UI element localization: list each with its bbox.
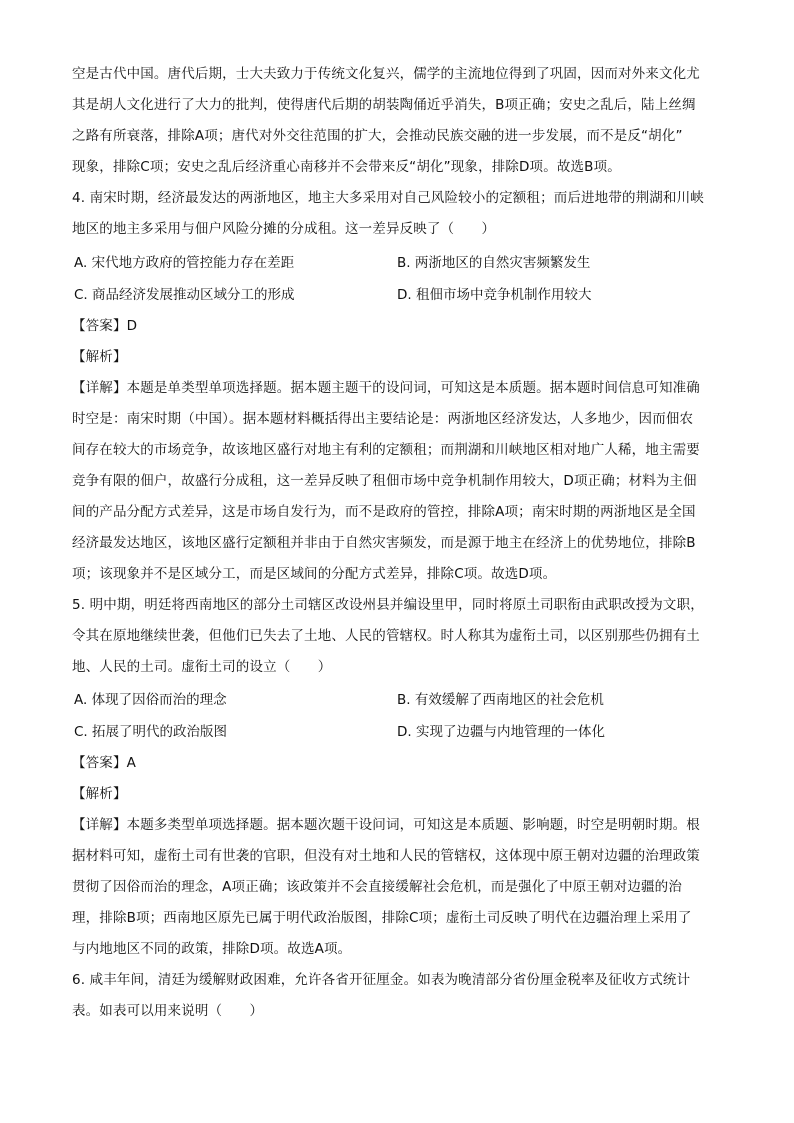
q6-stem-line-1: 6. 咸丰年间，清廷为缓解财政困难，允许各省开征厘金。如表为晚清部分省份厘金税率及征收方式统计: [72, 972, 691, 988]
q4-stem-line-2: 地区的地主多采用与佃户风险分摊的分成租。这一差异反映了（ ）: [72, 221, 496, 237]
q5-answer: 【答案】A: [72, 755, 136, 771]
q4-option-b: B. 两浙地区的自然灾害频繁发生: [397, 255, 591, 271]
q4-option-a: A. 宋代地方政府的管控能力存在差距: [74, 255, 295, 271]
q4-option-c: C. 商品经济发展推动区域分工的形成: [74, 287, 295, 303]
q3-line-1: 空是古代中国。唐代后期，士大夫致力于传统文化复兴，儒学的主流地位得到了巩固，因而对外来文化尤: [72, 66, 700, 82]
q5-detail-line-5: 与内地地区不同的政策，排除D项。故选A项。: [72, 941, 352, 957]
q3-line-4: 现象，排除C项；安史之乱后经济重心南移并不会带来反“胡化”现象，排除D项。故选B项。: [72, 159, 621, 175]
q4-detail-line-5: 间的产品分配方式差异，这是市场自发行为，而不是政府的管控，排除A项；南宋时期的两浙地区是全国: [72, 504, 696, 520]
q4-stem-line-1: 4. 南宋时期，经济最发达的两浙地区，地主大多采用对自己风险较小的定额租；而后进地带的荆湖和川峡: [72, 190, 704, 206]
q5-detail-line-1: 【详解】本题多类型单项选择题。据本题次题干设问词，可知这是本质题、影响题，时空是明朝时期。根: [72, 817, 700, 833]
q6-stem-line-2: 表。如表可以用来说明（ ）: [72, 1003, 264, 1019]
q5-option-b: B. 有效缓解了西南地区的社会危机: [397, 692, 604, 708]
q4-detail-line-1: 【详解】本题是单类型单项选择题。据本题主题干的设问词，可知这是本质题。据本题时间信息可知准确: [72, 380, 700, 396]
q4-detail-line-7: 项；该现象并不是区域分工，而是区域间的分配方式差异，排除C项。故选D项。: [72, 566, 557, 582]
q4-detail-line-6: 经济最发达地区，该地区盛行定额租并非由于自然灾害频发，而是源于地主在经济上的优势地位，排除B: [72, 535, 696, 551]
q4-option-d: D. 租佃市场中竞争机制作用较大: [397, 287, 592, 303]
q5-analysis-label: 【解析】: [72, 786, 127, 802]
q3-line-2: 其是胡人文化进行了大力的批判，使得唐代后期的胡装陶俑近乎消失，B项正确；安史之乱后，陆上丝绸: [72, 97, 696, 113]
q4-detail-line-4: 竞争有限的佃户，故盛行分成租，这一差异反映了租佃市场中竞争机制作用较大，D项正确；材料为主佃: [72, 473, 697, 489]
q5-option-d: D. 实现了边疆与内地管理的一体化: [397, 724, 605, 740]
q5-option-c: C. 拓展了明代的政治版图: [74, 724, 228, 740]
q4-answer: 【答案】D: [72, 318, 138, 334]
q4-analysis-label: 【解析】: [72, 349, 127, 365]
q5-option-a: A. 体现了因俗而治的理念: [74, 692, 227, 708]
q5-detail-line-4: 理，排除B项；西南地区原先已属于明代政治版图，排除C项；虚衔土司反映了明代在边疆治理上采用了: [72, 910, 692, 926]
q5-detail-line-3: 贯彻了因俗而治的理念，A项正确；该政策并不会直接缓解社会危机，而是强化了中原王朝对边疆的治: [72, 879, 682, 895]
q5-stem-line-1: 5. 明中期，明廷将西南地区的部分土司辖区改设州县并编设里甲，同时将原土司职衔由武职改授为文职，: [72, 597, 704, 613]
q5-stem-line-3: 地、人民的土司。虚衔土司的设立（ ）: [72, 659, 332, 675]
q3-line-3: 之路有所衰落，排除A项；唐代对外交往范围的扩大，会推动民族交融的进一步发展，而不是反“胡化”: [72, 128, 683, 144]
q4-detail-line-3: 间存在较大的市场竞争，故该地区盛行对地主有利的定额租；而荆湖和川峡地区相对地广人稀，地主需要: [72, 442, 700, 458]
q5-detail-line-2: 据材料可知，虚衔土司有世袭的官职，但没有对土地和人民的管辖权，这体现中原王朝对边疆的治理政策: [72, 848, 700, 864]
q4-detail-line-2: 时空是：南宋时期（中国）。据本题材料概括得出主要结论是：两浙地区经济发达，人多地少，因而佃农: [72, 411, 694, 427]
q5-stem-line-2: 令其在原地继续世袭，但他们已失去了土地、人民的管辖权。时人称其为虚衔土司，以区别那些仍拥有土: [72, 628, 700, 644]
